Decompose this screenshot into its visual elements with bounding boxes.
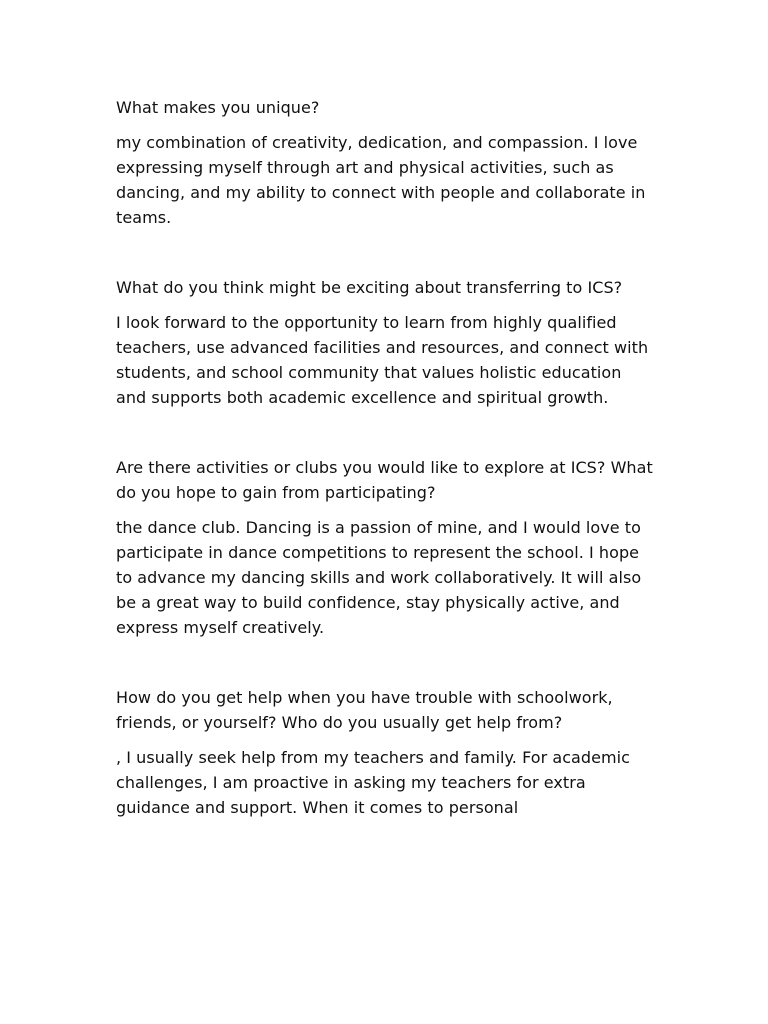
answer-text: I look forward to the opportunity to learn from highly qualified teachers, use advanced facilities and resources, and connect with students, and school community that values holistic education and supports both academic excellence and spiritual growth. bbox=[116, 313, 649, 407]
qa-block-transfer bbox=[116, 275, 656, 410]
qa-block-activities bbox=[116, 455, 656, 640]
question-text: What makes you unique? bbox=[116, 98, 320, 117]
answer-text: the dance club. Dancing is a passion of mine, and I would love to participate in dance competitions to represent the school. I hope to advance my dancing skills and work collaboratively. It will also be a great way to build confidence, stay physically active, and express myself creatively. bbox=[116, 518, 642, 637]
answer-text: , I usually seek help from my teachers and family. For academic challenges, I am proactive in asking my teachers for extra guidance and support. When it comes to personal bbox=[116, 748, 630, 817]
question-text: Are there activities or clubs you would like to explore at ICS? What do you hope to gain from participating? bbox=[116, 458, 653, 502]
document-page bbox=[116, 95, 656, 820]
qa-block-unique bbox=[116, 95, 656, 230]
qa-block-help bbox=[116, 685, 656, 820]
question-text: How do you get help when you have trouble with schoolwork, friends, or yourself? Who do you usually get help from? bbox=[116, 688, 613, 732]
question-text: What do you think might be exciting about transferring to ICS? bbox=[116, 278, 623, 297]
answer-text: my combination of creativity, dedication, and compassion. I love expressing myself through art and physical activities, such as dancing, and my ability to connect with people and collaborate in teams. bbox=[116, 133, 646, 227]
